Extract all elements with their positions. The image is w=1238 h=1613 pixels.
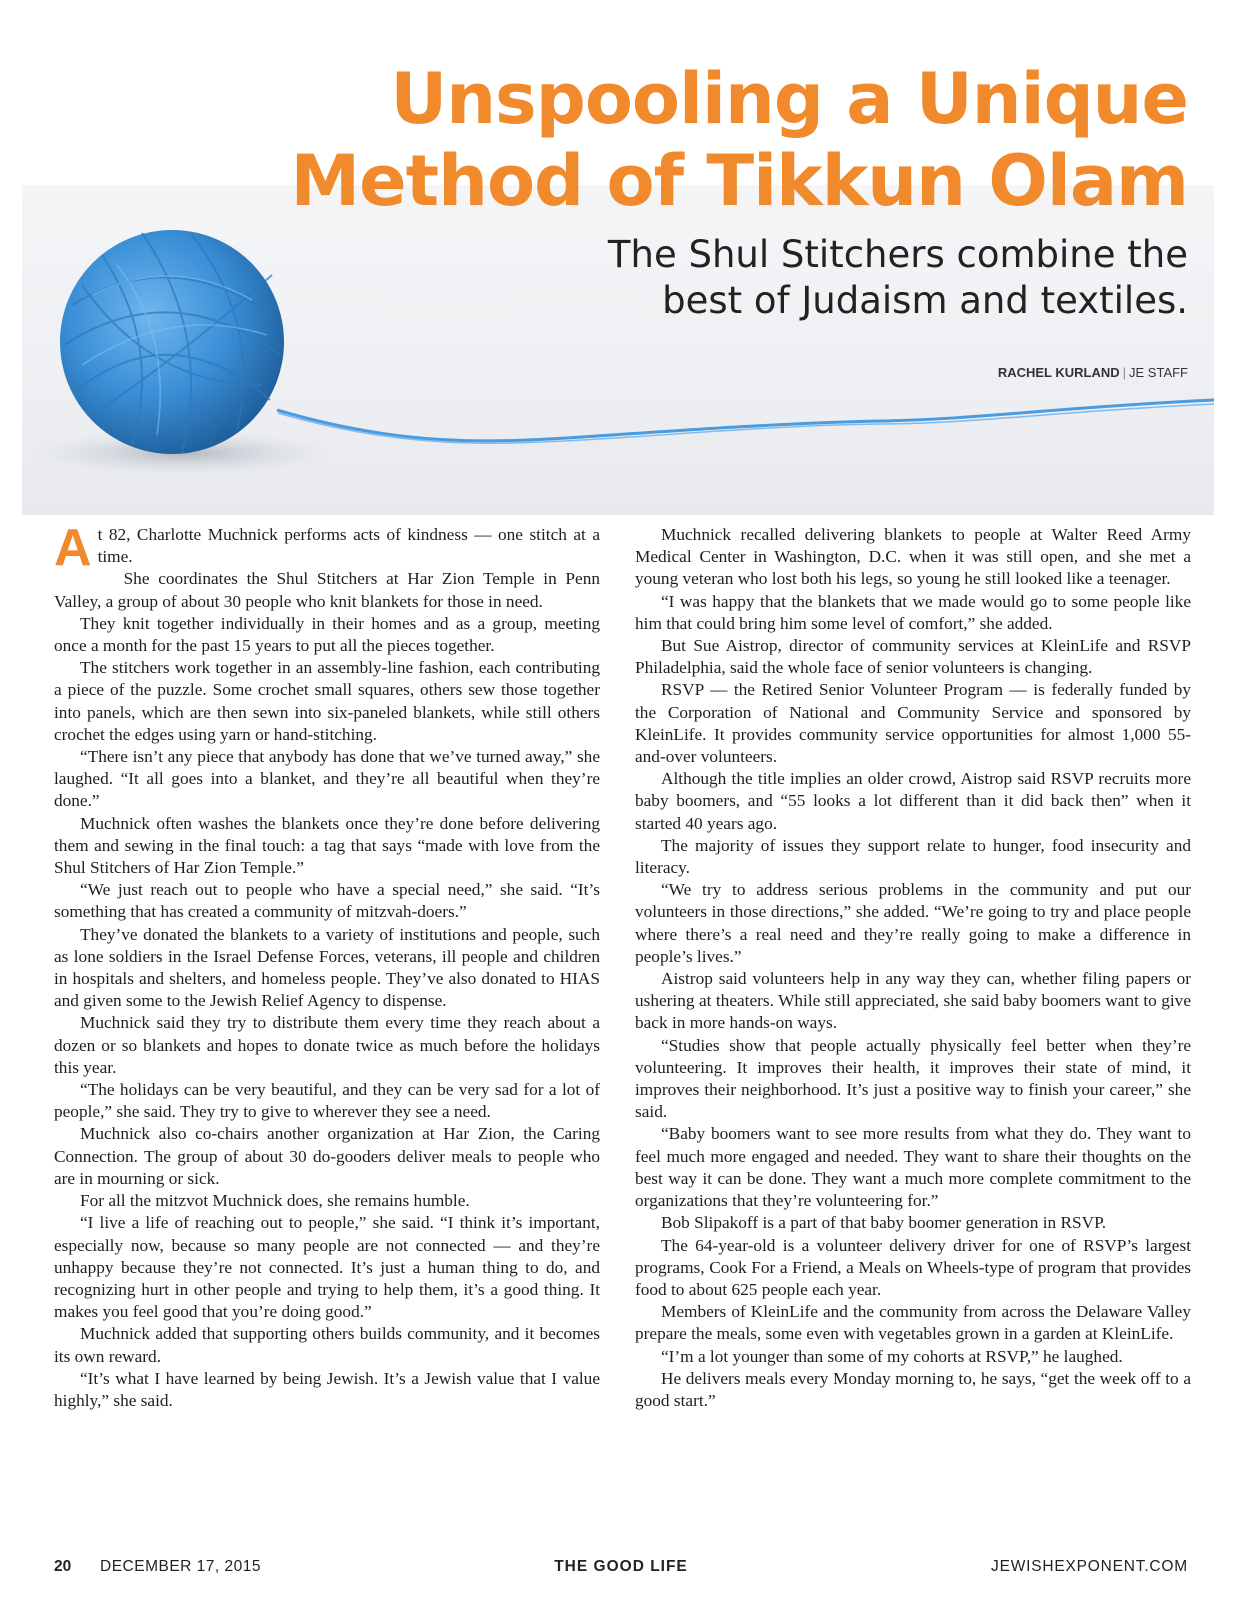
- website-url: JEWISHEXPONENT.COM: [991, 1558, 1188, 1575]
- headline-line-1: Unspooling a Unique: [390, 58, 1188, 140]
- paragraph: “We try to address serious problems in the community and put our volunteers in those directions,” she added. “We’re going to try and place people where there’s a real need and they’re really going to make a difference in people’s lives.”: [635, 880, 1191, 966]
- paragraph: Muchnick recalled delivering blankets to people at Walter Reed Army Medical Center in Washington, D.C. when it was still open, and she met a young veteran who lost both his legs, so young he still looked like a teenager.: [635, 525, 1191, 589]
- paragraph: “It’s what I have learned by being Jewish. It’s a Jewish value that I value highly,” she said.: [54, 1368, 600, 1410]
- article-column-left: [54, 519, 600, 1412]
- paragraph: “I’m a lot younger than some of my cohorts at RSVP,” he laughed.: [661, 1346, 1123, 1366]
- headline-line-2: Method of Tikkun Olam: [290, 140, 1188, 222]
- page-number: 20: [54, 1558, 72, 1575]
- paragraph: They’ve donated the blankets to a variety of institutions and people, such as lone soldiers in the Israel Defense Forces, veterans, ill people and children in hospitals and shelters, and homeless people. They’ve also donated to HIAS and given some to the Jewish Relief Agency to dispense.: [54, 924, 600, 1011]
- paragraph: At 82, Charlotte Muchnick performs acts of kindness — one stitch at a time.: [54, 519, 600, 577]
- paragraph: RSVP — the Retired Senior Volunteer Program — is federally funded by the Corporation of National and Community Service and sponsored by KleinLife. It provides community service opportunities for almost 1,000 55-and-over volunteers.: [635, 680, 1191, 767]
- paragraph: He delivers meals every Monday morning to, he says, “get the week off to a good start.”: [635, 1368, 1191, 1410]
- headline: [291, 58, 1188, 222]
- paragraph: Muchnick often washes the blankets once they’re done before delivering them and sewing in the final touch: a tag that says “made with love from the Shul Stitchers of Har Zion Temple.”: [54, 813, 600, 878]
- paragraph: They knit together individually in their homes and as a group, meeting once a month for the past 15 years to put all the pieces together.: [54, 613, 600, 656]
- byline-author: RACHEL KURLAND: [997, 365, 1120, 380]
- paragraph: “There isn’t any piece that anybody has done that we’ve turned away,” she laughed. “It all goes into a blanket, and they’re all beautiful when they’re done.”: [54, 747, 600, 811]
- byline-role: JE STAFF: [1129, 365, 1188, 380]
- paragraph: Muchnick said they try to distribute them every time they reach about a dozen or so blankets and hopes to donate twice as much before the holidays this year.: [54, 1013, 600, 1077]
- paragraph: “I was happy that the blankets that we made would go to some people like him that could bring him some level of comfort,” she added.: [635, 591, 1191, 633]
- paragraph: Although the title implies an older crowd, Aistrop said RSVP recruits more baby boomers, and “55 looks a lot different than it did back then” when it started 40 years ago.: [635, 769, 1191, 833]
- paragraph: “The holidays can be very beautiful, and they can be very sad for a lot of people,” she said. They try to give to wherever they see a need.: [54, 1080, 600, 1122]
- paragraph: “I live a life of reaching out to people,” she said. “I think it’s important, especially now, because so many people are not connected — and they’re unhappy because they’re not connected. It’s just a human thing to do, and recognizing hurt in other people and trying to help them, it’s a good thing. It makes you feel good that you’re doing good.”: [54, 1213, 600, 1322]
- paragraph: The stitchers work together in an assembly-line fashion, each contributing a piece of the puzzle. Some crochet small squares, others sew those together into panels, which are then sewn into six-paneled blankets, while still others crochet the edges using yarn or hand-stitching.: [54, 658, 600, 744]
- byline: [998, 365, 1188, 380]
- subhead-line-1: The Shul Stitchers combine the: [607, 233, 1188, 276]
- paragraph: Members of KleinLife and the community from across the Delaware Valley prepare the meals, some even with vegetables grown in a garden at KleinLife.: [635, 1302, 1191, 1344]
- drop-cap: A: [54, 519, 92, 577]
- paragraph: Bob Slipakoff is a part of that baby boomer generation in RSVP.: [661, 1213, 1107, 1233]
- page-footer: [54, 1558, 1188, 1580]
- section-title: THE GOOD LIFE: [554, 1558, 688, 1575]
- paragraph: “We just reach out to people who have a special need,” she said. “It’s something that has created a community of mitzvah-doers.”: [54, 880, 600, 922]
- paragraph: Aistrop said volunteers help in any way they can, whether filing papers or ushering at theaters. While still appreciated, she said baby boomers want to give back in more hands-on ways.: [635, 969, 1191, 1033]
- article-column-right: [635, 524, 1191, 1412]
- paragraph: “Studies show that people actually physically feel better when they’re volunteering. It improves their health, it improves their state of mind, it improves their neighborhood. It’s just a positive way to finish your career,” she said.: [635, 1035, 1191, 1122]
- subhead-line-2: best of Judaism and textiles.: [662, 279, 1188, 322]
- paragraph: But Sue Aistrop, director of community services at KleinLife and RSVP Philadelphia, said the whole face of senior volunteers is changing.: [635, 636, 1191, 678]
- paragraph: Muchnick added that supporting others builds community, and it becomes its own reward.: [54, 1324, 600, 1366]
- subheadline: [608, 232, 1188, 324]
- paragraph: The 64-year-old is a volunteer delivery driver for one of RSVP’s largest programs, Cook For a Friend, a Meals on Wheels-type of program that provides food to about 625 people each year.: [635, 1235, 1191, 1299]
- paragraph: For all the mitzvot Muchnick does, she remains humble.: [80, 1191, 470, 1211]
- paragraph: The majority of issues they support relate to hunger, food insecurity and literacy.: [635, 835, 1191, 878]
- paragraph: Muchnick also co-chairs another organization at Har Zion, the Caring Connection. The group of about 30 do-gooders deliver meals to people who are in mourning or sick.: [54, 1124, 600, 1188]
- byline-separator: |: [1122, 365, 1127, 380]
- paragraph: She coordinates the Shul Stitchers at Har Zion Temple in Penn Valley, a group of about 30 people who knit blankets for those in need.: [54, 569, 600, 611]
- issue-date: DECEMBER 17, 2015: [100, 1558, 261, 1575]
- paragraph: “Baby boomers want to see more results from what they do. They want to feel much more engaged and needed. They want to share their thoughts on the best way it can be done. They want a much more complete commitment to the organizations that they’re volunteering for.”: [635, 1124, 1191, 1211]
